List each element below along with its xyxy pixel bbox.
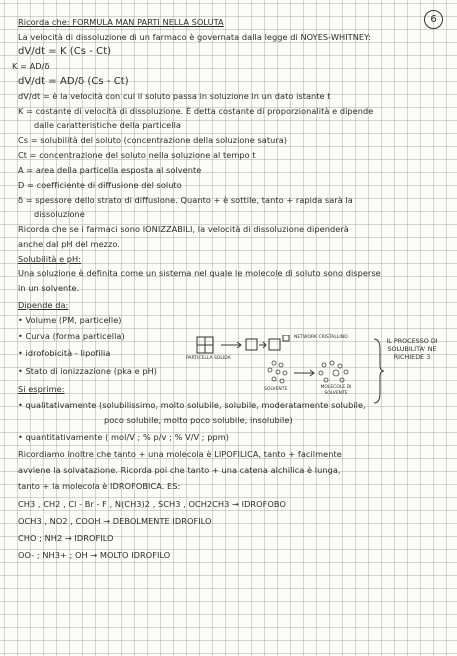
line-8: Cs = solubilità del soluto (concentrazione della soluzione satura) xyxy=(18,135,288,145)
line-29: avviene la solvatazione. Ricorda poi che tanto + una catena alchilica è lunga, xyxy=(18,465,341,475)
line-0: Ricorda che: FORMULA MAN PARTI NELLA SOLUTA xyxy=(18,17,224,27)
page-number: 6 xyxy=(424,10,443,29)
line-18: in un solvente. xyxy=(18,283,80,293)
line-32: OCH3 , NO2 , COOH → DEBOLMENTE IDROFILO xyxy=(18,516,212,526)
line-33: CHO ; NH2 → IDROFILO xyxy=(18,533,114,543)
label-solvent: SOLVENTE xyxy=(264,387,288,392)
line-1: La velocità di dissoluzione di un farmaco è governata dalla legge di NOYES-WHITNEY: xyxy=(18,32,371,42)
line-19: Dipende da: xyxy=(18,300,69,310)
line-16: Solubilità e pH: xyxy=(18,254,82,264)
line-13: dissoluzione xyxy=(34,209,85,219)
line-23: • Stato di ionizzazione (pka e pH) xyxy=(18,366,158,376)
small-square xyxy=(283,335,289,341)
line-10: A = area della particella esposta al solvente xyxy=(18,165,202,175)
line-9: Ct = concentrazione del soluto nella soluzione al tempo t xyxy=(18,150,256,160)
line-4: dV/dt = AD/δ (Cs - Ct) xyxy=(18,76,129,87)
line-12: δ = spessore dello strato di diffusione. Quanto + è sottile, tanto + rapida sarà la xyxy=(18,195,353,205)
line-20: • Volume (PM, particelle) xyxy=(18,315,122,325)
line-2: dV/dt = K (Cs - Ct) xyxy=(18,46,112,57)
line-30: tanto + la molecola è IDROFOBICA. ES: xyxy=(18,481,181,491)
line-5: dV/dt = è la velocità con cui il soluto passa in soluzione in un dato istante t xyxy=(18,91,331,101)
separated-square-1 xyxy=(246,339,257,350)
line-14: Ricorda che se i farmaci sono IONIZZABILI, la velocità di dissoluzione dipenderà xyxy=(18,224,349,234)
line-11: D = coefficiente di diffusione del soluto xyxy=(18,180,182,190)
line-25: • qualitativamente (solubilissimo, molto solubile, solubile, moderatamente solubile, xyxy=(18,400,366,410)
line-21: • Curva (forma particella) xyxy=(18,331,125,341)
line-7: dalle caratteristiche della particella xyxy=(34,120,181,130)
solvent-circles xyxy=(268,361,287,383)
brace-note: IL PROCESSO DI SOLUBILITA' NE RICHIEDE 3 xyxy=(386,337,438,361)
label-molecules: MOLECOLE DI SOLVENTE xyxy=(320,385,352,396)
line-22: • idrofobicità - lipofilia xyxy=(18,348,111,358)
line-27: • quantitativamente ( mol/V ; % p/v ; % V/V ; ppm) xyxy=(18,432,230,442)
line-26: poco solubile, molto poco solubile, insolubile) xyxy=(104,415,293,425)
line-3: K = AD/δ xyxy=(12,61,50,71)
line-6: K = costante di velocità di dissoluzione. È detta costante di proporzionalità e dipende xyxy=(18,106,374,116)
label-network: NETWORK CRISTALLINO xyxy=(294,335,348,340)
line-28: Ricordiamo inoltre che tanto + una molecola è LIPOFILICA, tanto + facilmente xyxy=(18,449,342,459)
separated-square-2 xyxy=(269,339,280,350)
line-31: CH3 , CH2 , Cl - Br - F , N(CH3)2 , SCH3 , OCH2CH3 → IDROFOBO xyxy=(18,499,286,509)
curly-brace xyxy=(374,339,384,403)
line-24: Si esprime: xyxy=(18,384,65,394)
molecule-circles xyxy=(319,361,348,382)
line-15: anche dal pH del mezzo. xyxy=(18,239,120,249)
label-particle: PARTICELLA SOLIDA xyxy=(186,356,231,361)
dissolution-diagram xyxy=(186,335,441,415)
line-34: OO- ; NH3+ ; OH → MOLTO IDROFILO xyxy=(18,550,171,560)
line-17: Una soluzione è definita come un sistema nel quale le molecole di soluto sono disperse xyxy=(18,268,381,278)
